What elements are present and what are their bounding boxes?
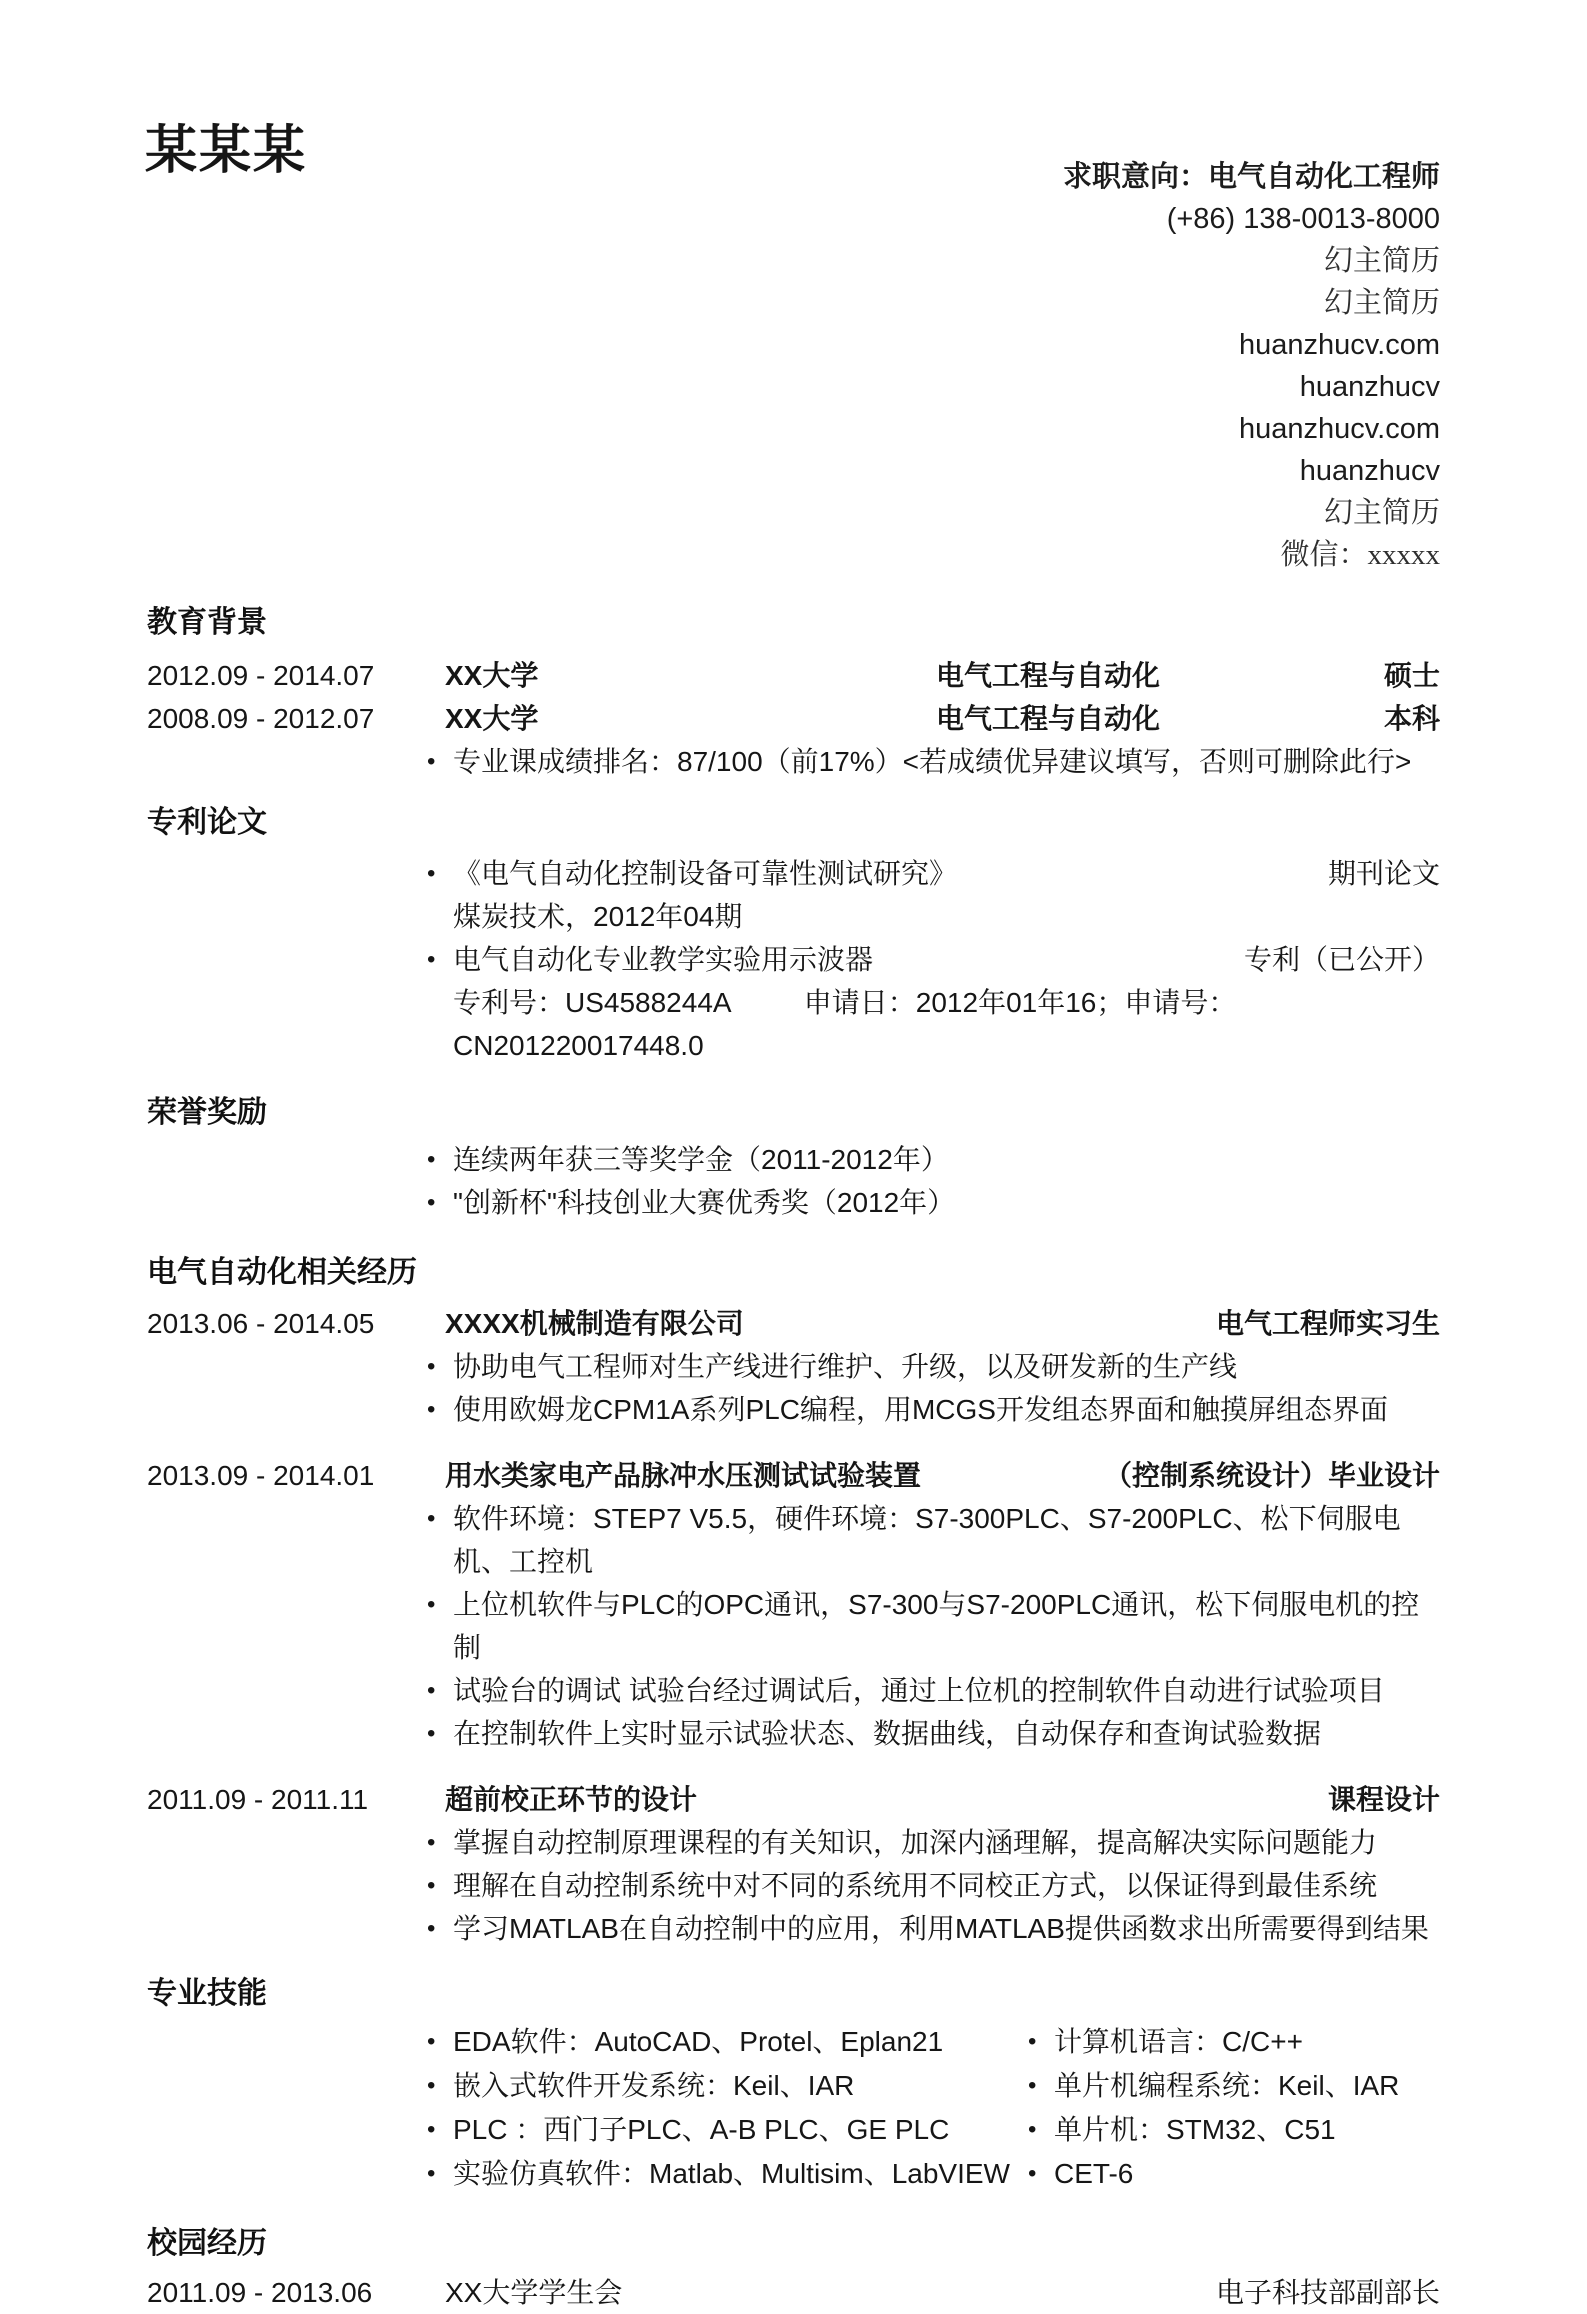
skill-text: EDA软件：AutoCAD、Protel、Eplan21: [453, 2026, 944, 2057]
skill-text: PLC ：西门子PLC、A-B PLC、GE PLC: [453, 2114, 950, 2145]
exp-role: 电气工程师实习生: [1215, 1308, 1440, 1339]
patent-detail: [147, 981, 1440, 1067]
resume-body: [0, 606, 1587, 2314]
skill-item: [427, 2152, 1028, 2196]
contact-line: 幻主简历: [1323, 245, 1440, 277]
edu-major: 电气工程与自动化: [936, 703, 1161, 734]
experience-entry-header: [147, 1778, 1440, 1821]
skill-item: [1028, 2020, 1440, 2064]
experience-bullet: [147, 1907, 1440, 1950]
section-heading-campus: 校园经历: [147, 2227, 267, 2260]
bullet-icon: •: [427, 2160, 436, 2187]
skill-item: [1028, 2108, 1440, 2152]
experience-bullet: [147, 1669, 1440, 1712]
skill-item: [427, 2020, 1028, 2064]
exp-company: XXXX机械制造有限公司: [445, 1308, 744, 1339]
patent-application-info: 申请日：2012年01年16；申请号：CN201220017448.0: [453, 987, 1237, 1061]
experience-entry-header: [147, 1454, 1440, 1497]
candidate-name: 某某某: [145, 123, 308, 180]
bullet-text: 试验台的调试 试验台经过调试后，通过上位机的控制软件自动进行试验项目: [453, 1675, 1385, 1706]
honor-item: [147, 1181, 1440, 1224]
resume-header: [0, 0, 1587, 606]
bullet-icon: •: [1028, 2116, 1037, 2143]
bullet-icon: •: [1028, 2072, 1037, 2099]
honor-item: [147, 1138, 1440, 1181]
skill-item: [1028, 2152, 1440, 2196]
edu-degree: 本科: [1383, 703, 1440, 734]
patent-status-label: 专利（已公开）: [1243, 944, 1440, 975]
campus-row: [147, 2271, 1440, 2314]
bullet-icon: •: [427, 1720, 436, 1747]
experience-bullet: [147, 1864, 1440, 1907]
skills-grid: [427, 2020, 1440, 2196]
bullet-icon: •: [427, 2072, 436, 2099]
exp-period: 2013.09 - 2014.01: [147, 1460, 375, 1491]
edu-period: 2008.09 - 2012.07: [147, 703, 375, 734]
skill-text: 实验仿真软件：Matlab、Multisim、LabVIEW: [453, 2158, 1010, 2189]
section-heading-honors: 荣誉奖励: [147, 1096, 267, 1129]
bullet-icon: •: [1028, 2028, 1037, 2055]
patent-item: [147, 938, 1440, 981]
honor-text: "创新杯"科技创业大赛优秀奖（2012年）: [453, 1187, 956, 1218]
skill-item: [427, 2064, 1028, 2108]
section-heading-education: 教育背景: [147, 606, 267, 639]
patent-number: 专利号：US4588244A: [453, 987, 732, 1018]
exp-project: 用水类家电产品脉冲水压测试试验装置: [445, 1460, 922, 1491]
phone-number: (+86) 138-0013-8000: [1166, 203, 1440, 235]
education-bullet: [147, 740, 1440, 783]
skill-item: [427, 2108, 1028, 2152]
edu-major: 电气工程与自动化: [936, 660, 1161, 691]
section-heading-experience: 电气自动化相关经历: [147, 1256, 417, 1289]
bullet-icon: •: [427, 1677, 436, 1704]
bullet-icon: •: [427, 1146, 436, 1173]
bullet-icon: •: [427, 1915, 436, 1942]
education-row: [147, 697, 1440, 740]
bullet-icon: •: [427, 1505, 436, 1532]
section-heading-patents: 专利论文: [147, 806, 267, 839]
website-handle: huanzhucv: [1299, 371, 1440, 403]
bullet-text: 使用欧姆龙CPM1A系列PLC编程，用MCGS开发组态界面和触摸屏组态界面: [453, 1394, 1388, 1425]
patent-title: 电气自动化专业教学实验用示波器: [453, 944, 874, 975]
skill-item: [1028, 2064, 1440, 2108]
skill-text: CET-6: [1054, 2158, 1134, 2189]
campus-role: 电子科技部副部长: [1215, 2277, 1440, 2308]
skill-text: 嵌入式软件开发系统：Keil、IAR: [453, 2070, 855, 2101]
bullet-text: 协助电气工程师对生产线进行维护、升级，以及研发新的生产线: [453, 1351, 1238, 1382]
exp-period: 2013.06 - 2014.05: [147, 1308, 375, 1339]
campus-period: 2011.09 - 2013.06: [147, 2277, 373, 2308]
edu-school: XX大学: [445, 660, 539, 691]
campus-org: XX大学学生会: [445, 2277, 623, 2308]
skill-text: 单片机：STM32、C51: [1054, 2114, 1336, 2145]
contact-line: 幻主简历: [1323, 287, 1440, 319]
bullet-text: 专业课成绩排名：87/100（前17%）<若成绩优异建议填写，否则可删除此行>: [453, 746, 1412, 777]
honor-text: 连续两年获三等奖学金（2011-2012年）: [453, 1144, 949, 1175]
education-row: [147, 654, 1440, 697]
bullet-text: 理解在自动控制系统中对不同的系统用不同校正方式，以保证得到最佳系统: [453, 1870, 1378, 1901]
exp-period: 2011.09 - 2011.11: [147, 1784, 369, 1815]
skill-text: 单片机编程系统：Keil、IAR: [1054, 2070, 1400, 2101]
section-heading-skills: 专业技能: [147, 1977, 267, 2010]
experience-bullet: [147, 1712, 1440, 1755]
edu-school: XX大学: [445, 703, 539, 734]
exp-project: 超前校正环节的设计: [445, 1784, 698, 1815]
website: huanzhucv.com: [1239, 413, 1440, 445]
bullet-icon: •: [1028, 2160, 1037, 2187]
bullet-icon: •: [427, 860, 436, 887]
bullet-icon: •: [427, 1189, 436, 1216]
experience-bullet: [147, 1821, 1440, 1864]
website: huanzhucv.com: [1239, 329, 1440, 361]
bullet-text: 软件环境：STEP7 V5.5，硬件环境：S7-300PLC、S7-200PLC、松下伺服电机、工控机: [453, 1503, 1401, 1577]
bullet-icon: •: [427, 1591, 436, 1618]
experience-entry-header: [147, 1302, 1440, 1345]
paper-type-label: 期刊论文: [1327, 858, 1440, 889]
bullet-icon: •: [427, 946, 436, 973]
bullet-icon: •: [427, 2116, 436, 2143]
wechat-id: 微信：xxxxx: [1280, 539, 1440, 571]
contact-block: [1063, 156, 1440, 576]
bullet-icon: •: [427, 1829, 436, 1856]
job-objective: 求职意向：电气自动化工程师: [1062, 161, 1440, 193]
exp-role: （控制系统设计）毕业设计: [1103, 1460, 1440, 1491]
patent-item: [147, 852, 1440, 895]
bullet-icon: •: [427, 1396, 436, 1423]
website-handle: huanzhucv: [1299, 455, 1440, 487]
paper-title: 《电气自动化控制设备可靠性测试研究》: [453, 858, 958, 889]
skill-text: 计算机语言：C/C++: [1054, 2026, 1303, 2057]
bullet-icon: •: [427, 1872, 436, 1899]
bullet-icon: •: [427, 748, 436, 775]
experience-bullet: [147, 1583, 1440, 1669]
bullet-text: 学习MATLAB在自动控制中的应用，利用MATLAB提供函数求出所需要得到结果: [453, 1913, 1429, 1944]
bullet-text: 在控制软件上实时显示试验状态、数据曲线，自动保存和查询试验数据: [453, 1718, 1322, 1749]
experience-bullet: [147, 1345, 1440, 1388]
bullet-icon: •: [427, 2028, 436, 2055]
edu-period: 2012.09 - 2014.07: [147, 660, 375, 691]
experience-bullet: [147, 1388, 1440, 1431]
contact-line: 幻主简历: [1323, 497, 1440, 529]
exp-role: 课程设计: [1327, 1784, 1440, 1815]
bullet-icon: •: [427, 1353, 436, 1380]
paper-detail: 煤炭技术，2012年04期: [453, 901, 743, 932]
edu-degree: 硕士: [1383, 660, 1440, 691]
bullet-text: 上位机软件与PLC的OPC通讯，S7-300与S7-200PLC通讯，松下伺服电机的控制: [453, 1589, 1420, 1663]
experience-bullet: [147, 1497, 1440, 1583]
bullet-text: 掌握自动控制原理课程的有关知识，加深内涵理解，提高解决实际问题能力: [453, 1827, 1378, 1858]
